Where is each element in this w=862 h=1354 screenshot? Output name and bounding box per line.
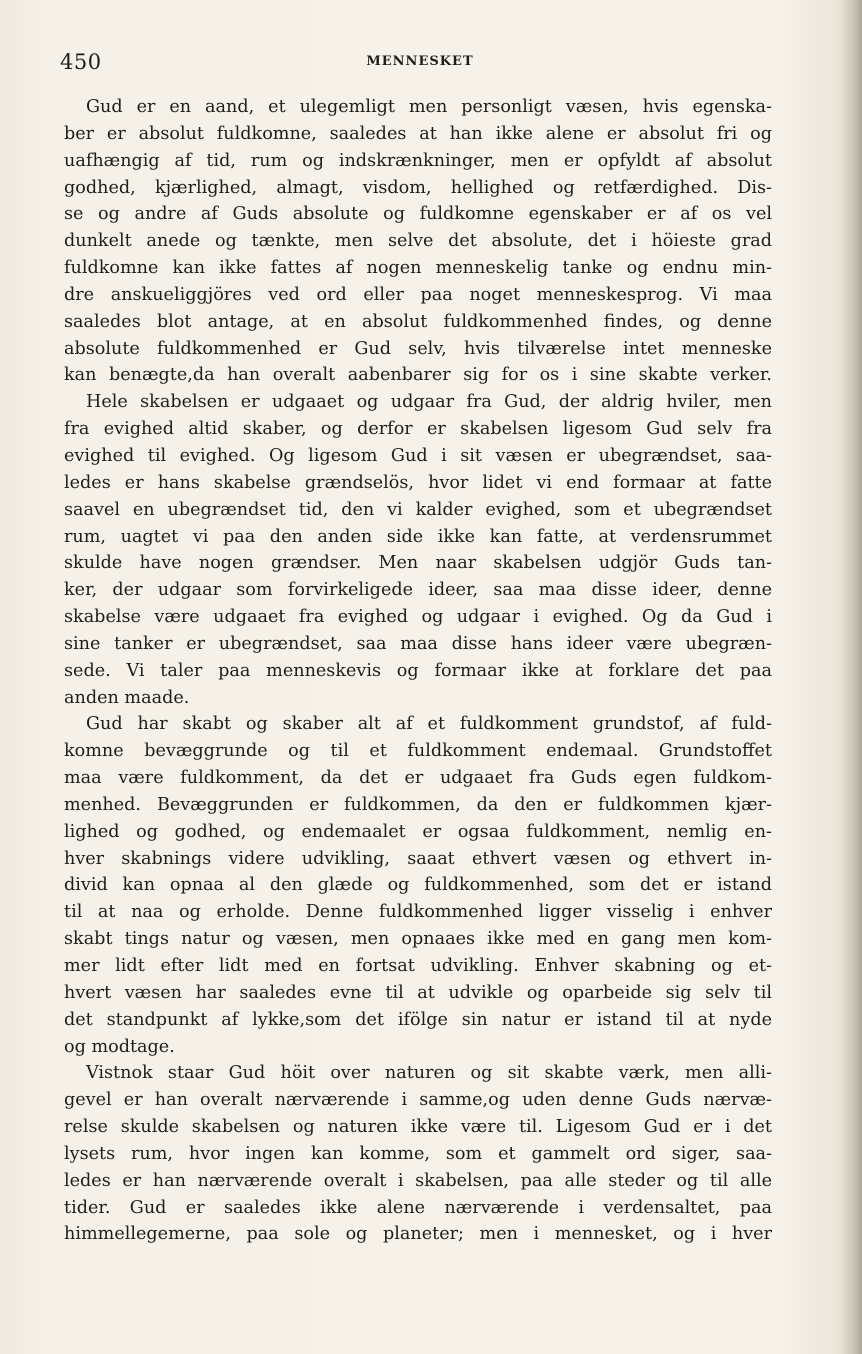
text-line: hver skabnings videre udvikling, saaat ethvert væsen og ethvert in- [64, 848, 772, 869]
text-line: skulde have nogen grændser. Men naar skabelsen udgjör Guds tan- [64, 553, 772, 574]
text-line: ber er absolut fuldkomne, saaledes at han ikke alene er absolut fri og [64, 123, 772, 144]
text-line: komne bevæggrunde og til et fuldkomment endemaal. Grundstoffet [64, 741, 772, 762]
text-line: menhed. Bevæggrunden er fuldkommen, da den er fuldkommen kjær- [64, 794, 772, 815]
text-line: saaledes blot antage, at en absolut fuldkommenhed findes, og denne [64, 311, 772, 332]
text-line: uafhængig af tid, rum og indskrænkninger, men er opfyldt af absolut [64, 150, 772, 171]
text-line: hvert væsen har saaledes evne til at udvikle og oparbeide sig selv til [64, 982, 772, 1003]
page-header [60, 50, 780, 74]
text-line: ledes er han nærværende overalt i skabelsen, paa alle steder og til alle [64, 1170, 772, 1191]
text-line: himmellegemerne, paa sole og planeter; men i mennesket, og i hver [64, 1224, 772, 1245]
body-text [64, 94, 772, 1248]
page-number: 450 [60, 50, 102, 74]
text-line: divid kan opnaa al den glæde og fuldkommenhed, som det er istand [64, 875, 772, 896]
text-line: dunkelt anede og tænkte, men selve det absolute, det i höieste grad [64, 231, 772, 252]
text-line: Gud har skabt og skaber alt af et fuldkomment grundstof, af fuld- [86, 714, 772, 735]
text-line: skabelse være udgaaet fra evighed og udgaar i evighed. Og da Gud i [64, 607, 772, 628]
text-line: lysets rum, hvor ingen kan komme, som et gammelt ord siger, saa- [64, 1143, 772, 1164]
text-line: anden maade. [64, 687, 190, 708]
text-line: se og andre af Guds absolute og fuldkomne egenskaber er af os vel [64, 204, 772, 225]
text-line: tider. Gud er saaledes ikke alene nærværende i verdensaltet, paa [64, 1197, 772, 1218]
text-line: sine tanker er ubegrændset, saa maa disse hans ideer være ubegræn- [64, 633, 772, 654]
text-line: kan benægte,da han overalt aabenbarer sig for os i sine skabte verker. [64, 365, 772, 386]
text-line: til at naa og erholde. Denne fuldkommenhed ligger visselig i enhver [64, 902, 772, 923]
text-line: Hele skabelsen er udgaaet og udgaar fra Gud, der aldrig hviler, men [86, 392, 772, 413]
text-line: ker, der udgaar som forvirkeligede ideer, saa maa disse ideer, denne [64, 580, 772, 601]
text-line: evighed til evighed. Og ligesom Gud i sit væsen er ubegrændset, saa- [64, 445, 772, 466]
text-line: maa være fuldkomment, da det er udgaaet fra Guds egen fuldkom- [64, 768, 772, 789]
page-edge-shadow [840, 0, 862, 1354]
text-line: saavel en ubegrændset tid, den vi kalder evighed, som et ubegrændset [64, 499, 772, 520]
text-line: godhed, kjærlighed, almagt, visdom, hellighed og retfærdighed. Dis- [64, 177, 772, 198]
text-line: skabt tings natur og væsen, men opnaaes ikke med en gang men kom- [64, 929, 772, 950]
text-line: dre anskueliggjöres ved ord eller paa noget menneskesprog. Vi maa [64, 284, 772, 305]
text-line: rum, uagtet vi paa den anden side ikke kan fatte, at verdensrummet [64, 526, 772, 547]
text-line: mer lidt efter lidt med en fortsat udvikling. Enhver skabning og et- [64, 956, 772, 976]
running-head: MENNESKET [366, 54, 474, 69]
text-line: Vistnok staar Gud höit over naturen og sit skabte værk, men alli- [86, 1063, 772, 1084]
text-line: absolute fuldkommenhed er Gud selv, hvis tilværelse intet menneske [64, 338, 772, 359]
text-line: gevel er han overalt nærværende i samme,og uden denne Guds nærvæ- [64, 1090, 772, 1111]
text-line: Gud er en aand, et ulegemligt men personligt væsen, hvis egenska- [86, 97, 772, 117]
text-line: det standpunkt af lykke,som det ifölge sin natur er istand til at nyde [64, 1009, 772, 1030]
text-line: fuldkomne kan ikke fattes af nogen menneskelig tanke og endnu min- [64, 258, 772, 279]
text-line: og modtage. [64, 1036, 175, 1057]
text-line: fra evighed altid skaber, og derfor er skabelsen ligesom Gud selv fra [64, 419, 772, 440]
text-line: relse skulde skabelsen og naturen ikke være til. Ligesom Gud er i det [64, 1117, 772, 1138]
text-line: lighed og godhed, og endemaalet er ogsaa fuldkomment, nemlig en- [64, 821, 772, 842]
text-line: ledes er hans skabelse grændselös, hvor lidet vi end formaar at fatte [64, 472, 772, 493]
text-line: sede. Vi taler paa menneskevis og formaar ikke at forklare det paa [64, 660, 772, 681]
